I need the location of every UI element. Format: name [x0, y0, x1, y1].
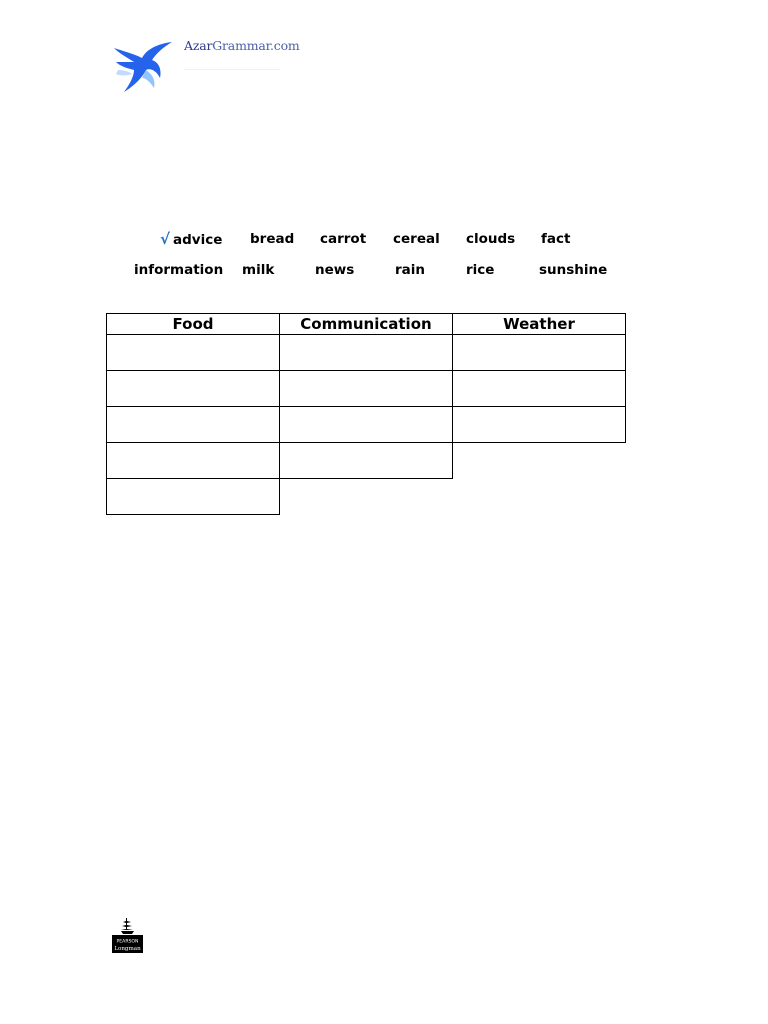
word-bank-item: cereal	[393, 231, 440, 247]
answer-cell-communication[interactable]	[280, 371, 453, 407]
table-row	[107, 371, 626, 407]
answer-cell-weather[interactable]	[453, 407, 626, 443]
answer-cell-weather[interactable]	[453, 335, 626, 371]
answer-cell-food[interactable]	[107, 407, 280, 443]
column-header-food: Food	[107, 314, 280, 335]
brand-primary: Azar	[184, 38, 213, 53]
word-bank-item: rice	[466, 262, 495, 278]
word-bank-item: milk	[242, 262, 275, 278]
publisher-name-top: PEARSON	[116, 939, 139, 945]
answer-cell-communication[interactable]	[280, 335, 453, 371]
answer-cell-communication[interactable]	[280, 443, 453, 479]
publisher-name-bottom: Longman	[114, 946, 141, 952]
empty-cell	[453, 443, 626, 479]
word-bank-item: clouds	[466, 231, 516, 247]
check-mark-icon: √	[160, 230, 171, 248]
swallow-icon	[112, 40, 176, 92]
word-bank-label: advice	[173, 232, 223, 248]
word-bank-item: sunshine	[539, 262, 608, 278]
table-header-row	[107, 314, 626, 335]
column-header-communication: Communication	[280, 314, 453, 335]
word-bank-item: information	[134, 262, 224, 278]
brand-name	[184, 38, 300, 53]
brand-secondary: Grammar.com	[212, 38, 300, 53]
answer-cell-food[interactable]	[107, 479, 280, 515]
column-header-weather: Weather	[453, 314, 626, 335]
word-bank-item: news	[315, 262, 355, 278]
azargrammar-logo	[112, 36, 300, 98]
table-row	[107, 443, 626, 479]
answer-cell-food[interactable]	[107, 335, 280, 371]
table-row	[107, 407, 626, 443]
category-table	[106, 313, 626, 515]
word-bank-item: bread	[250, 231, 295, 247]
answer-cell-weather[interactable]	[453, 371, 626, 407]
table-row	[107, 479, 626, 515]
logo-divider	[184, 69, 280, 70]
pearson-longman-logo-icon	[112, 917, 143, 953]
empty-cell	[280, 479, 453, 515]
word-bank-item: carrot	[320, 231, 367, 247]
answer-cell-food[interactable]	[107, 443, 280, 479]
answer-cell-food[interactable]	[107, 371, 280, 407]
answer-cell-communication[interactable]	[280, 407, 453, 443]
word-bank-item: rain	[395, 262, 426, 278]
word-bank-item: fact	[541, 231, 571, 247]
word-bank-item	[160, 230, 222, 248]
table-row	[107, 335, 626, 371]
empty-cell	[453, 479, 626, 515]
